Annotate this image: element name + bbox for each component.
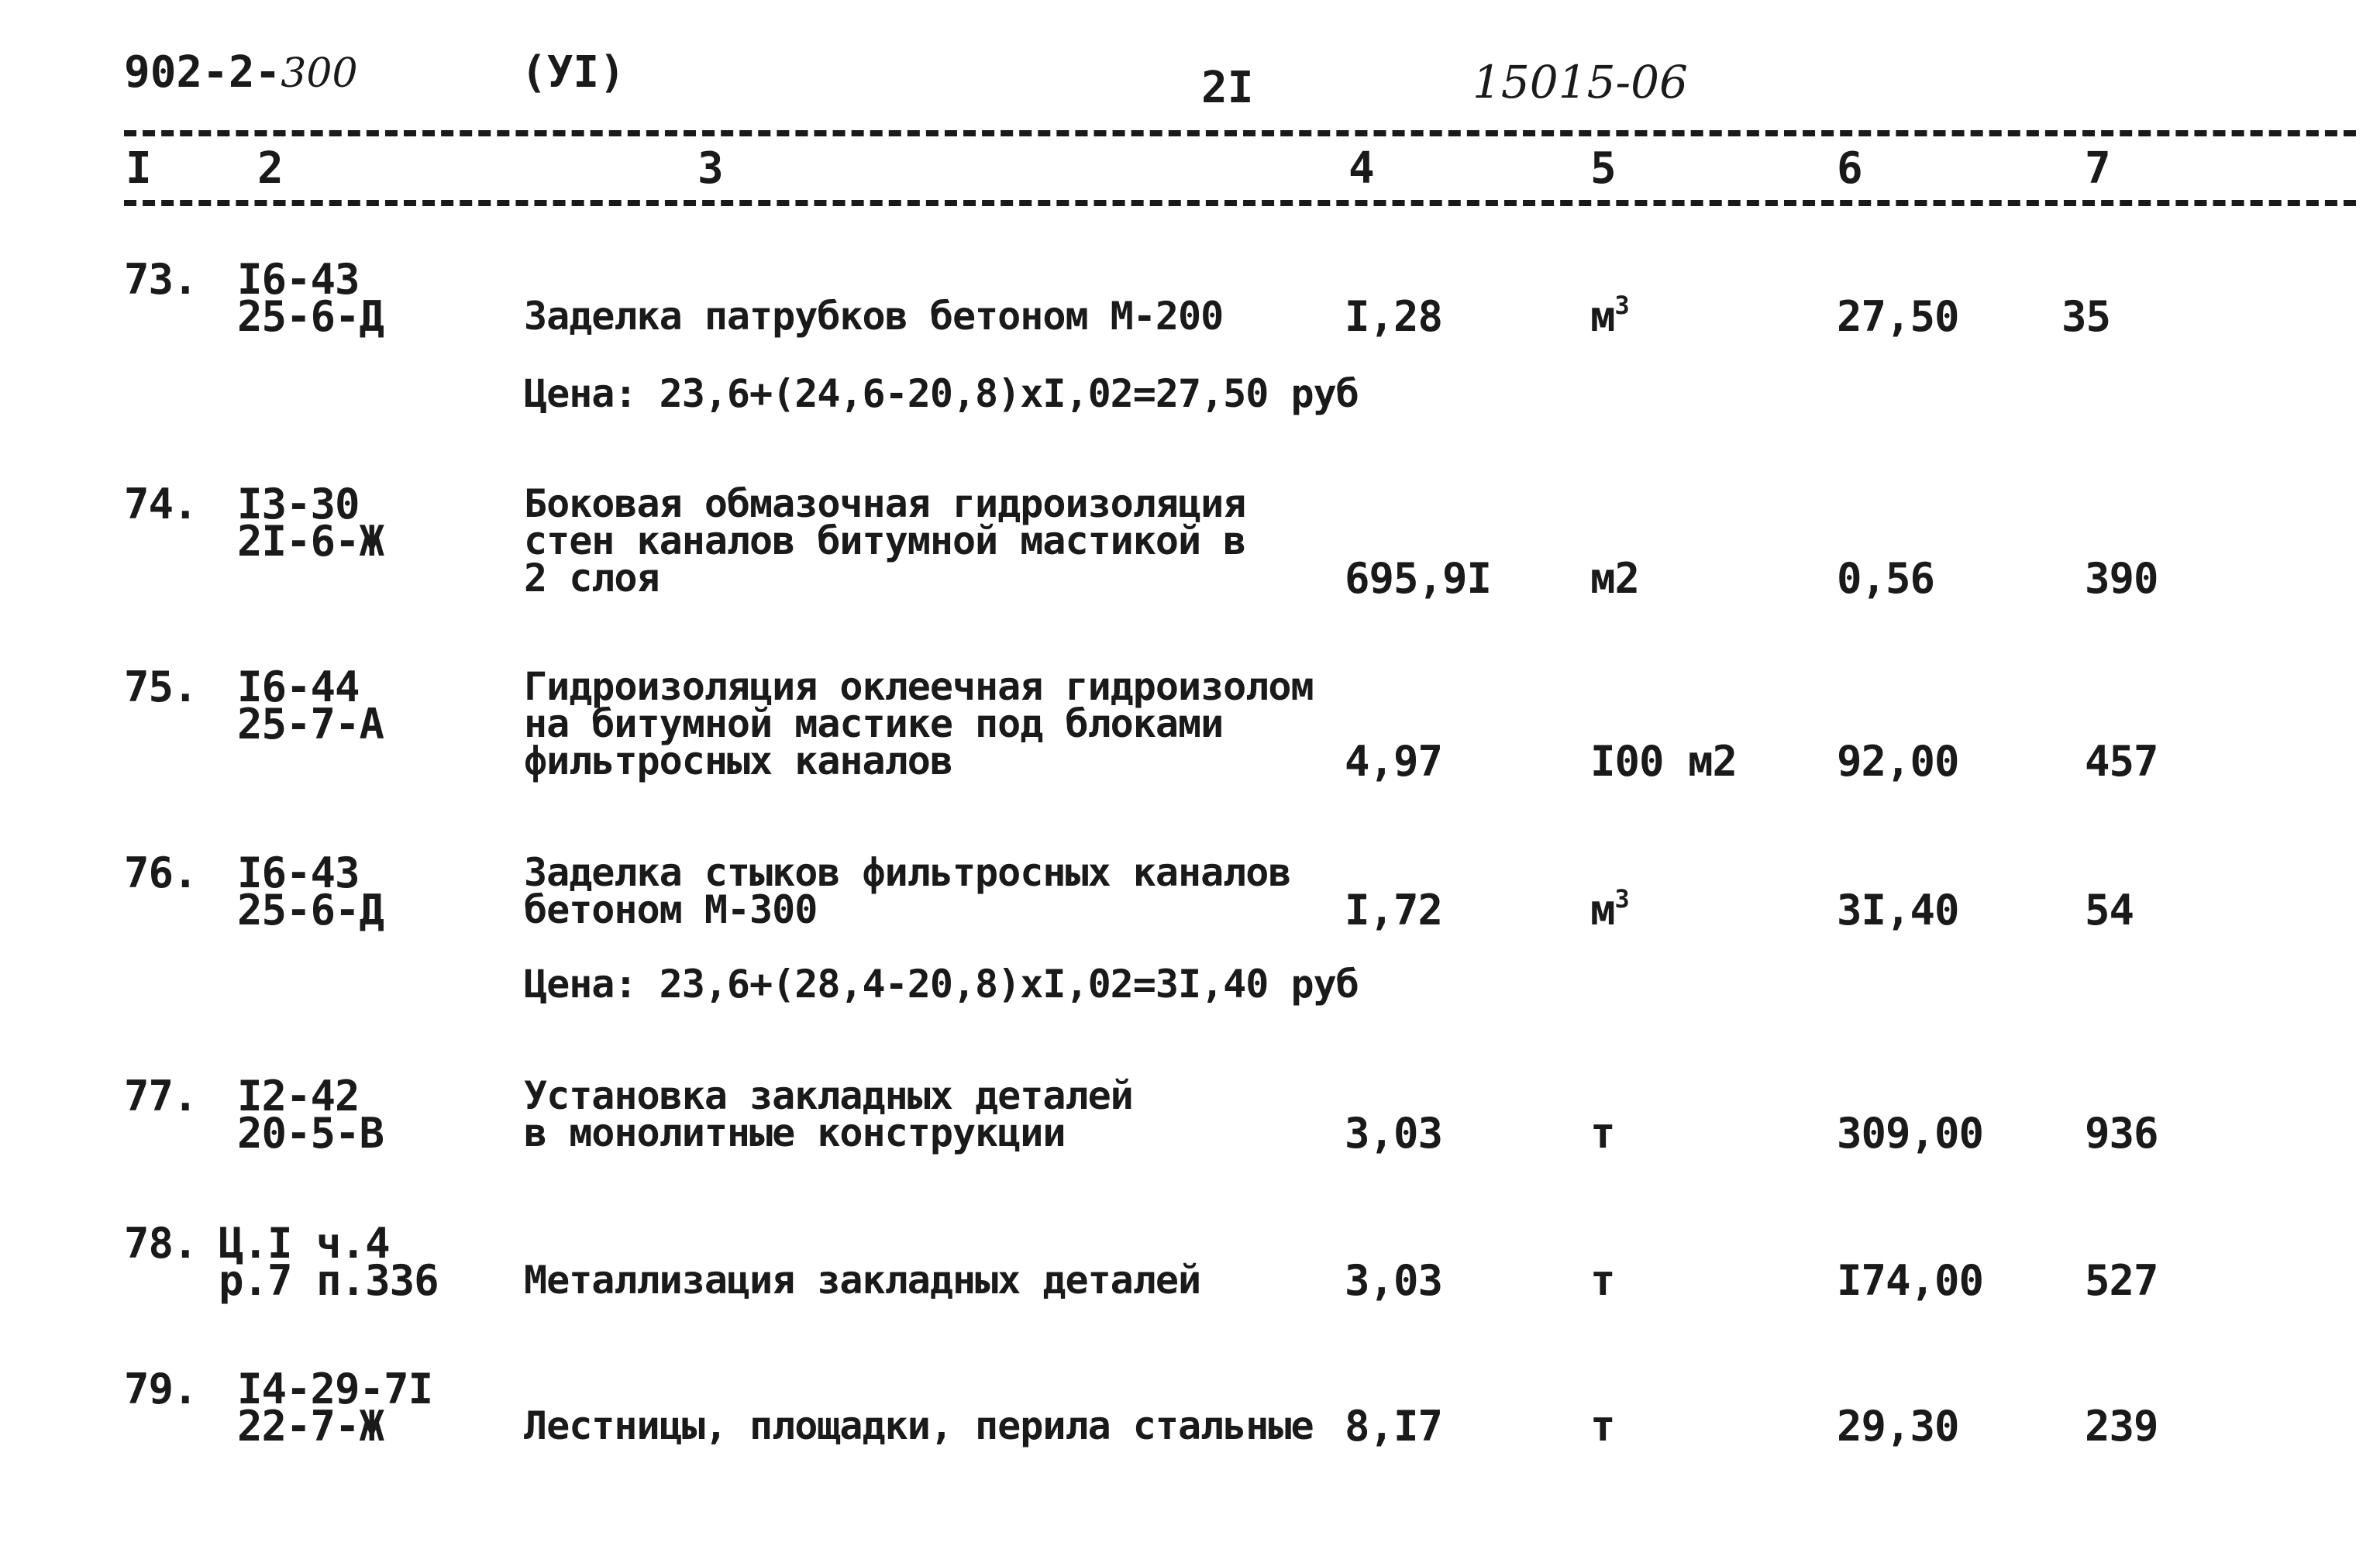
rate-code-line-2: 20-5-В	[237, 1109, 384, 1158]
rate-code-line-2: 25-6-Д	[237, 886, 384, 935]
row-number: 77.	[124, 1072, 198, 1121]
column-header-4: 4	[1348, 143, 1375, 194]
rate-code-line-2: 22-7-Ж	[237, 1402, 384, 1451]
unit-price: 27,50	[1837, 292, 1959, 341]
work-description: стен каналов битумной мастикой в	[524, 518, 1246, 563]
row-number: 78.	[124, 1219, 198, 1268]
section-label: (УI)	[521, 47, 625, 98]
work-description: Установка закладных деталей	[524, 1073, 1133, 1118]
unit-price: I74,00	[1837, 1256, 1984, 1305]
work-description: Заделка стыков фильтросных каналов	[524, 850, 1291, 895]
work-description: Гидроизоляция оклеечная гидроизолом	[524, 664, 1314, 709]
rate-code-line-1: I2-42	[237, 1072, 360, 1121]
column-header-2: 2	[257, 143, 284, 194]
rate-code-line-2: р.7 п.336	[219, 1256, 439, 1305]
rate-code-line-2: 25-6-Д	[237, 292, 384, 341]
total-cost: 35	[2061, 292, 2111, 341]
work-description: Металлизация закладных деталей	[524, 1258, 1201, 1303]
column-header-7: 7	[2085, 143, 2111, 194]
total-cost: 527	[2085, 1256, 2158, 1305]
rate-code-line-1: Ц.I ч.4	[219, 1219, 390, 1268]
work-description: 2 слоя	[524, 556, 660, 601]
unit-price: 309,00	[1837, 1109, 1984, 1158]
row-number: 79.	[124, 1365, 198, 1413]
quantity: I,72	[1345, 886, 1443, 935]
column-header-5: 5	[1590, 143, 1617, 194]
quantity: 695,9I	[1345, 554, 1492, 603]
total-cost: 936	[2085, 1109, 2158, 1158]
unit: т	[1590, 1109, 1615, 1158]
unit-price: 92,00	[1837, 737, 1959, 786]
work-description: на битумной мастике под блоками	[524, 701, 1224, 746]
work-description: Заделка патрубков бетоном М-200	[524, 294, 1224, 339]
unit-price: 29,30	[1837, 1402, 1959, 1451]
rate-code-line-2: 25-7-А	[237, 700, 384, 749]
total-cost: 457	[2085, 737, 2158, 786]
row-number: 76.	[124, 849, 198, 897]
work-description: Боковая обмазочная гидроизоляция	[524, 481, 1246, 526]
quantity: 3,03	[1345, 1109, 1443, 1158]
column-header-6: 6	[1837, 143, 1863, 194]
document-code-printed: 902-2-	[124, 47, 281, 98]
row-number: 73.	[124, 255, 198, 304]
unit: I00 м2	[1590, 737, 1738, 786]
unit: т	[1590, 1256, 1615, 1305]
unit: м2	[1590, 554, 1640, 603]
page-number: 2I	[1201, 63, 1254, 113]
header-rule-bottom	[124, 200, 2356, 206]
price-calculation-note: Цена: 23,6+(28,4-20,8)хI,02=3I,40 руб	[524, 962, 1359, 1007]
unit: $м^3$	[1590, 291, 1629, 341]
archive-number-handwritten: 15015-06	[1472, 56, 1688, 108]
rate-code-line-2: 2I-6-Ж	[237, 517, 384, 566]
work-description: фильтросных каналов	[524, 738, 952, 783]
rate-code-line-1: I6-44	[237, 663, 360, 711]
rate-code-line-1: I6-43	[237, 255, 360, 304]
unit: $м^3$	[1590, 884, 1629, 935]
price-calculation-note: Цена: 23,6+(24,6-20,8)хI,02=27,50 руб	[524, 371, 1359, 416]
row-number: 74.	[124, 480, 198, 528]
header-rule-top	[124, 130, 2356, 136]
quantity: 4,97	[1345, 737, 1443, 786]
quantity: 8,I7	[1345, 1402, 1443, 1451]
row-number: 75.	[124, 663, 198, 711]
unit-price: 3I,40	[1837, 886, 1959, 935]
work-description: Лестницы, площадки, перила стальные	[524, 1403, 1314, 1448]
rate-code-line-1: I6-43	[237, 849, 360, 897]
unit: т	[1590, 1402, 1615, 1451]
column-header-1: I	[126, 143, 152, 194]
column-header-3: 3	[697, 143, 724, 194]
quantity: 3,03	[1345, 1256, 1443, 1305]
rate-code-line-1: I4-29-7I	[237, 1365, 433, 1413]
rate-code-line-1: I3-30	[237, 480, 360, 528]
unit-price: 0,56	[1837, 554, 1935, 603]
work-description: бетоном М-300	[524, 887, 818, 932]
quantity: I,28	[1345, 292, 1443, 341]
document-code	[124, 47, 358, 98]
total-cost: 54	[2085, 886, 2134, 935]
work-description: в монолитные конструкции	[524, 1110, 1066, 1155]
total-cost: 390	[2085, 554, 2158, 603]
total-cost: 239	[2085, 1402, 2158, 1451]
document-code-handwritten: 300	[281, 50, 358, 97]
